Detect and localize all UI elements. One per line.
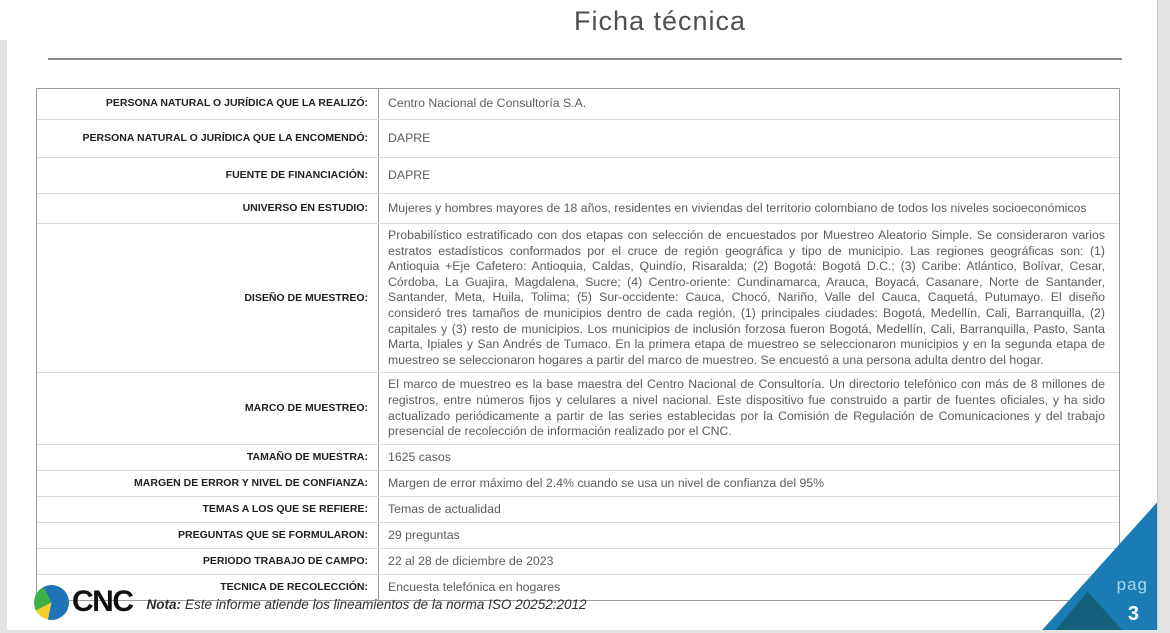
row-label: TECNICA DE RECOLECCIÓN: xyxy=(37,575,379,600)
row-value: DAPRE xyxy=(388,167,431,182)
viewer-left-edge xyxy=(0,40,7,633)
row-value: El marco de muestreo es la base maestra del Centro Nacional de Consultoría. Un directorio telefónico con más de 8 millones de registros, entre números fijos y celulares a nivel nacional. Este dispositivo fue construido a partir de fuentes oficiales, y ha sido actualizado periódicamente a partir de las series establecidas por la Comisión de Regulación de Comunicaciones y del trabajo presencial de recolección de información realizado por el CNC. xyxy=(388,377,1105,439)
row-value: Centro Nacional de Consultoría S.A. xyxy=(388,96,587,111)
cnc-logo-icon xyxy=(34,585,69,620)
table-row xyxy=(37,194,1119,224)
table-row xyxy=(37,549,1119,575)
row-value: 1625 casos xyxy=(388,449,451,464)
row-label: TAMAÑO DE MUESTRA: xyxy=(37,445,379,470)
row-label: MARCO DE MUESTREO: xyxy=(37,373,379,443)
ficha-table xyxy=(36,88,1120,601)
title-divider xyxy=(48,58,1122,60)
row-label: PERSONA NATURAL O JURÍDICA QUE LA REALIZÓ: xyxy=(37,89,379,119)
table-row xyxy=(37,224,1119,373)
table-row xyxy=(37,158,1119,194)
row-value: 22 al 28 de diciembre de 2023 xyxy=(388,553,554,568)
page-corner-label: pag xyxy=(1116,575,1148,594)
row-label: TEMAS A LOS QUE SE REFIERE: xyxy=(37,497,379,522)
header xyxy=(150,6,1170,37)
row-value: Temas de actualidad xyxy=(388,501,501,516)
row-label: PERIODO TRABAJO DE CAMPO: xyxy=(37,549,379,574)
table-row xyxy=(37,523,1119,549)
footer xyxy=(34,579,587,622)
table-row xyxy=(37,445,1119,471)
table-row xyxy=(37,373,1119,444)
page-corner xyxy=(1020,485,1170,633)
row-label: UNIVERSO EN ESTUDIO: xyxy=(37,194,379,223)
row-value: Probabilístico estratificado con dos etapas con selección de encuestados por Muestreo Aleatorio Simple. Se consideraron varios estratos estadísticos conformados por el cruce de región geográfica y tipo de municipio. Las regiones geográficas son: (1) Antioquia +Eje Cafetero: Antioquia, Caldas, Quindío, Risaralda; (2) Bogotá: Bogotá D.C.; (3) Caribe: Atlántico, Bolívar, Cesar, Córdoba, La Guajira, Magdalena, Sucre; (4) Centro-oriente: Cundinamarca, Arauca, Boyacá, Casanare, Norte de Santander, Santander, Meta, Huila, Tolima; (5) Sur-occidente: Cauca, Chocó, Nariño, Valle del Cauca, Caquetá, Putumayo. El diseño consideró tres tamaños de municipios dentro de cada región, (1) principales ciudades: Bogotá, Medellín, Cali, Barranquilla, (2) capitales y (3) resto de municipios. Los municipios de inclusión forzosa fueron Bogotá, Medellín, Cali, Barranquilla, Pasto, Santa Marta, Ipiales y San Andrés de Tumaco. En la primera etapa de muestreo se seleccionaron municipios y en la segunda etapa de muestreo se seleccionaron hogares a partir del marco de muestreo. Se encuestó a una persona adulta dentro del hogar. xyxy=(388,228,1105,367)
row-value: Encuesta telefónica en hogares xyxy=(388,579,561,594)
note-text: Este informe atiende los lineamientos de la norma ISO 20252:2012 xyxy=(185,596,587,612)
row-label: DISEÑO DE MUESTREO: xyxy=(37,224,379,372)
page-title: Ficha técnica xyxy=(573,6,747,36)
cnc-logo-text: CNC xyxy=(72,585,133,618)
row-value: DAPRE xyxy=(388,130,431,145)
table-row xyxy=(37,120,1119,158)
row-value: Margen de error máximo del 2.4% cuando se usa un nivel de confianza del 95% xyxy=(388,475,825,490)
table-row xyxy=(37,89,1119,120)
note-label: Nota: xyxy=(146,596,181,612)
table-row xyxy=(37,471,1119,497)
row-value: Mujeres y hombres mayores de 18 años, residentes en viviendas del territorio colombiano de todos los niveles socioeconómicos xyxy=(388,200,1087,215)
row-label: PERSONA NATURAL O JURÍDICA QUE LA ENCOMENDÓ: xyxy=(37,120,379,157)
row-label: PREGUNTAS QUE SE FORMULARON: xyxy=(37,523,379,548)
row-value: 29 preguntas xyxy=(388,527,460,542)
page-number: 3 xyxy=(1127,603,1139,625)
footer-note xyxy=(147,593,587,612)
viewer-right-edge xyxy=(1157,0,1170,633)
row-label: MARGEN DE ERROR Y NIVEL DE CONFIANZA: xyxy=(37,471,379,496)
table-row xyxy=(37,497,1119,523)
row-label: FUENTE DE FINANCIACIÓN: xyxy=(37,158,379,193)
